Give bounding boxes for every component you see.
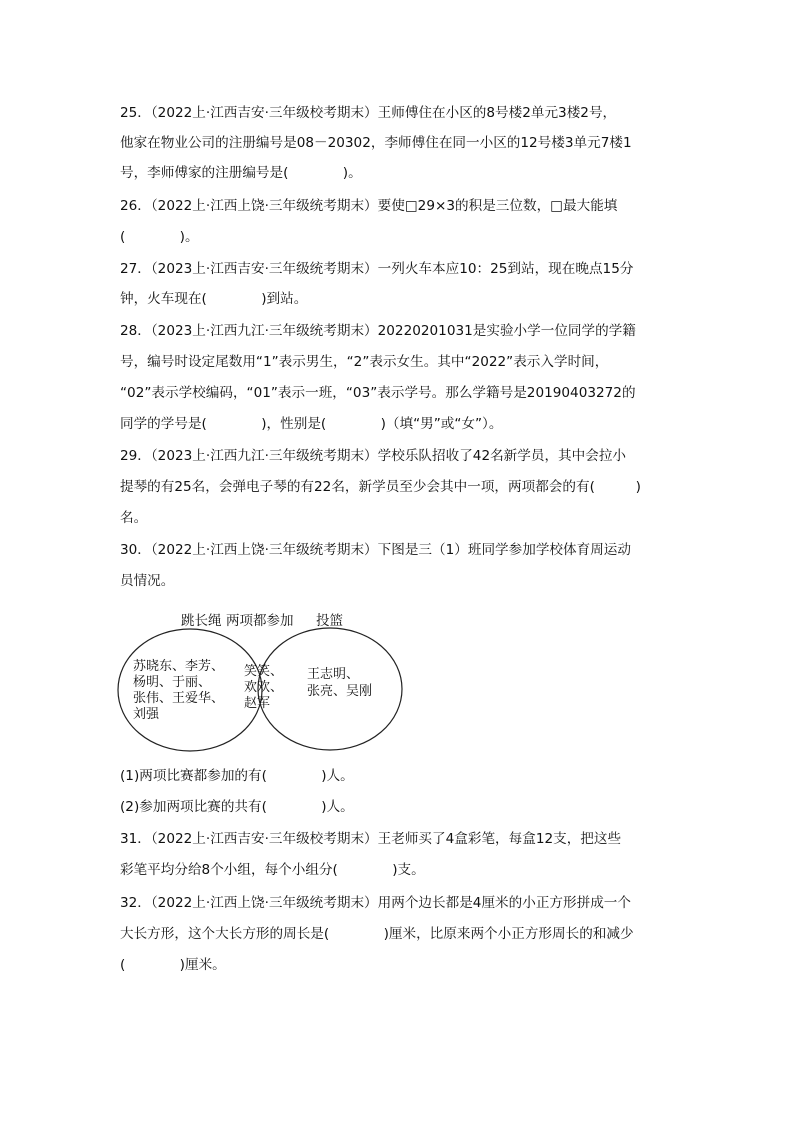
venn-left-name-4: 刘强	[133, 707, 160, 722]
q28-line-4: 同学的学号是( )，性别是( )（填“男”或“女”）。	[120, 416, 503, 432]
q25-line-3: 号，李师傅家的注册编号是( )。	[120, 165, 362, 181]
venn-middle-name-3: 赵军	[244, 696, 271, 711]
q29-line-2: 提琴的有25名，会弹电子琴的有22名，新学员至少会其中一项，两项都会的有( )	[120, 479, 641, 495]
q30-line-2: 员情况。	[120, 573, 175, 589]
q27-line-2: 钟，火车现在( )到站。	[120, 291, 308, 307]
q26-line-1: 26．（2022上·江西上饶·三年级统考期末）要使□29×3的积是三位数，□最大能填	[120, 198, 618, 214]
venn-left-name-2: 杨明、于丽、	[133, 675, 212, 690]
venn-middle-name-2: 欢欢、	[244, 680, 284, 695]
venn-label-right: 投篮	[316, 613, 343, 629]
q31-line-2: 彩笔平均分给8个小组，每个小组分( )支。	[120, 862, 425, 878]
venn-middle-name-1: 笑笑、	[244, 664, 284, 679]
venn-label-left: 跳长绳	[181, 613, 222, 629]
q29-line-1: 29．（2023上·江西九江·三年级统考期末）学校乐队招收了42名新学员，其中会拉小	[120, 448, 627, 464]
q32-line-3: ( )厘米。	[120, 957, 226, 973]
q29-line-3: 名。	[120, 510, 148, 526]
q28-line-2: 号，编号时设定尾数用“1”表示男生，“2”表示女生。其中“2022”表示入学时间，	[120, 354, 609, 370]
venn-label-middle: 两项都参加	[226, 613, 294, 629]
q31-line-1: 31．（2022上·江西吉安·三年级校考期末）王老师买了4盒彩笔，每盒12支，把这些	[120, 831, 622, 847]
q27-line-1: 27．（2023上·江西吉安·三年级统考期末）一列火车本应10：25到站，现在晚点15分	[120, 261, 634, 277]
q28-line-1: 28．（2023上·江西九江·三年级统考期末）20220201031是实验小学一位同学的学籍	[120, 323, 636, 339]
q30-sub-1: (1)两项比赛都参加的有( )人。	[120, 768, 354, 784]
q32-line-2: 大长方形，这个大长方形的周长是( )厘米，比原来两个小正方形周长的和减少	[120, 926, 634, 942]
q30-line-1: 30．（2022上·江西上饶·三年级统考期末）下图是三（1）班同学参加学校体育周运动	[120, 542, 631, 558]
q25-line-2: 他家在物业公司的注册编号是08－20302，李师傅住在同一小区的12号楼3单元7楼1	[120, 135, 632, 151]
venn-left-name-1: 苏晓东、李芳、	[133, 659, 225, 674]
q30-sub-2: (2)参加两项比赛的共有( )人。	[120, 799, 354, 815]
q28-line-3: “02”表示学校编码，“01”表示一班，“03”表示学号。那么学籍号是20190403272的	[120, 385, 636, 401]
q25-line-1: 25．（2022上·江西吉安·三年级校考期末）王师傅住在小区的8号楼2单元3楼2号，	[120, 105, 617, 121]
venn-right-name-1: 王志明、	[307, 667, 360, 682]
q26-line-2: ( )。	[120, 229, 199, 245]
venn-right-name-2: 张亮、吴刚	[307, 684, 373, 699]
q32-line-1: 32．（2022上·江西上饶·三年级统考期末）用两个边长都是4厘米的小正方形拼成一个	[120, 895, 631, 911]
venn-left-name-3: 张伟、王爱华、	[133, 691, 225, 706]
